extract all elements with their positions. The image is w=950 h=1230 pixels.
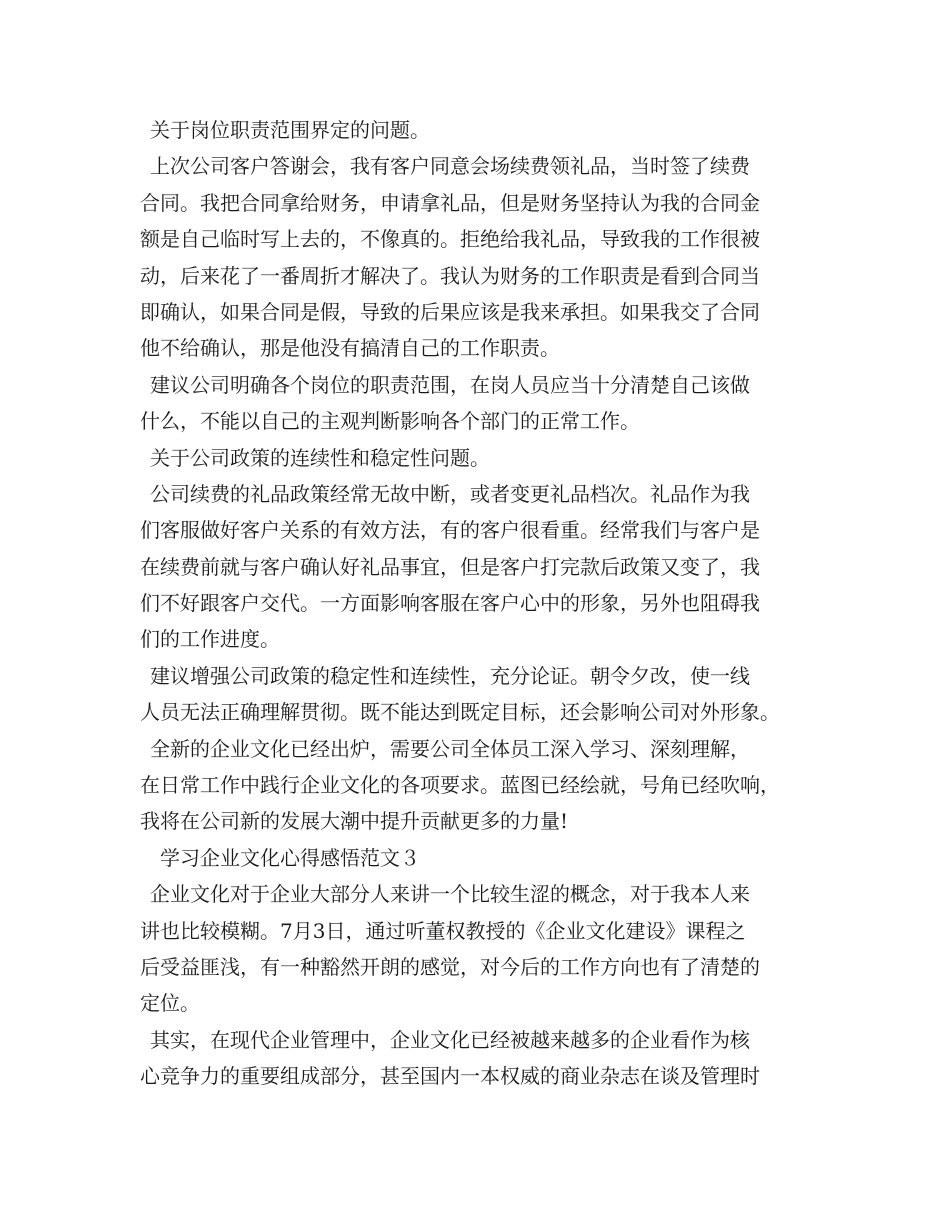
- paragraph-line: 什么，不能以自己的主观判断影响各个部门的正常工作。: [140, 409, 640, 434]
- paragraph-line: 我将在公司新的发展大潮中提升贡献更多的力量!: [140, 809, 569, 834]
- paragraph-line: 们不好跟客户交代。一方面影响客服在客户心中的形象，另外也阻碍我: [140, 591, 760, 616]
- section-heading-job-scope: 关于岗位职责范围界定的问题。: [150, 118, 430, 142]
- paragraph-line: 公司续费的礼品政策经常无故中断，或者变更礼品档次。礼品作为我: [150, 481, 750, 506]
- paragraph-line: 在续费前就与客户确认好礼品事宜，但是客户打完款后政策又变了，我: [140, 554, 760, 579]
- paragraph-line: 定位。: [140, 991, 200, 1016]
- paragraph-line: 们的工作进度。: [140, 627, 280, 652]
- paragraph-line: 在日常工作中践行企业文化的各项要求。蓝图已经绘就，号角已经吹响，: [140, 773, 780, 798]
- paragraph-line: 额是自己临时写上去的，不像真的。拒绝给我礼品，导致我的工作很被: [140, 227, 760, 252]
- paragraph-line: 心竞争力的重要组成部分，甚至国内一本权威的商业杂志在谈及管理时: [140, 1064, 760, 1089]
- paragraph-line: 人员无法正确理解贯彻。既不能达到既定目标，还会影响公司对外形象。: [140, 700, 780, 725]
- paragraph-line: 后受益匪浅，有一种豁然开朗的感觉，对今后的工作方向也有了清楚的: [140, 954, 760, 979]
- paragraph-line: 全新的企业文化已经出炉，需要公司全体员工深入学习、深刻理解，: [150, 736, 750, 761]
- paragraph-line: 建议增强公司政策的稳定性和连续性，充分论证。朝令夕改，使一线: [150, 663, 750, 688]
- paragraph-line: 动，后来花了一番周折才解决了。我认为财务的工作职责是看到合同当: [140, 263, 760, 288]
- paragraph-line: 建议公司明确各个岗位的职责范围，在岗人员应当十分清楚自己该做: [150, 372, 750, 397]
- article-title: 学习企业文化心得感悟范文３: [160, 845, 420, 870]
- paragraph-line: 讲也比较模糊。7月3日，通过听董权教授的《企业文化建设》课程之: [140, 918, 746, 943]
- paragraph-line: 即确认，如果合同是假，导致的后果应该是我来承担。如果我交了合同: [140, 299, 760, 324]
- paragraph-line: 上次公司客户答谢会，我有客户同意会场续费领礼品，当时签了续费: [150, 154, 750, 179]
- paragraph-line: 们客服做好客户关系的有效方法，有的客户很看重。经常我们与客户是: [140, 518, 760, 543]
- paragraph-line: 企业文化对于企业大部分人来讲一个比较生涩的概念，对于我本人来: [150, 882, 750, 907]
- paragraph-line: 合同。我把合同拿给财务，申请拿礼品，但是财务坚持认为我的合同金: [140, 190, 760, 215]
- paragraph-line: 他不给确认，那是他没有搞清自己的工作职责。: [140, 336, 560, 361]
- paragraph-line: 其实，在现代企业管理中，企业文化已经被越来越多的企业看作为核: [150, 1027, 750, 1052]
- section-heading-policy: 关于公司政策的连续性和稳定性问题。: [150, 445, 490, 470]
- document-body: [140, 112, 820, 1095]
